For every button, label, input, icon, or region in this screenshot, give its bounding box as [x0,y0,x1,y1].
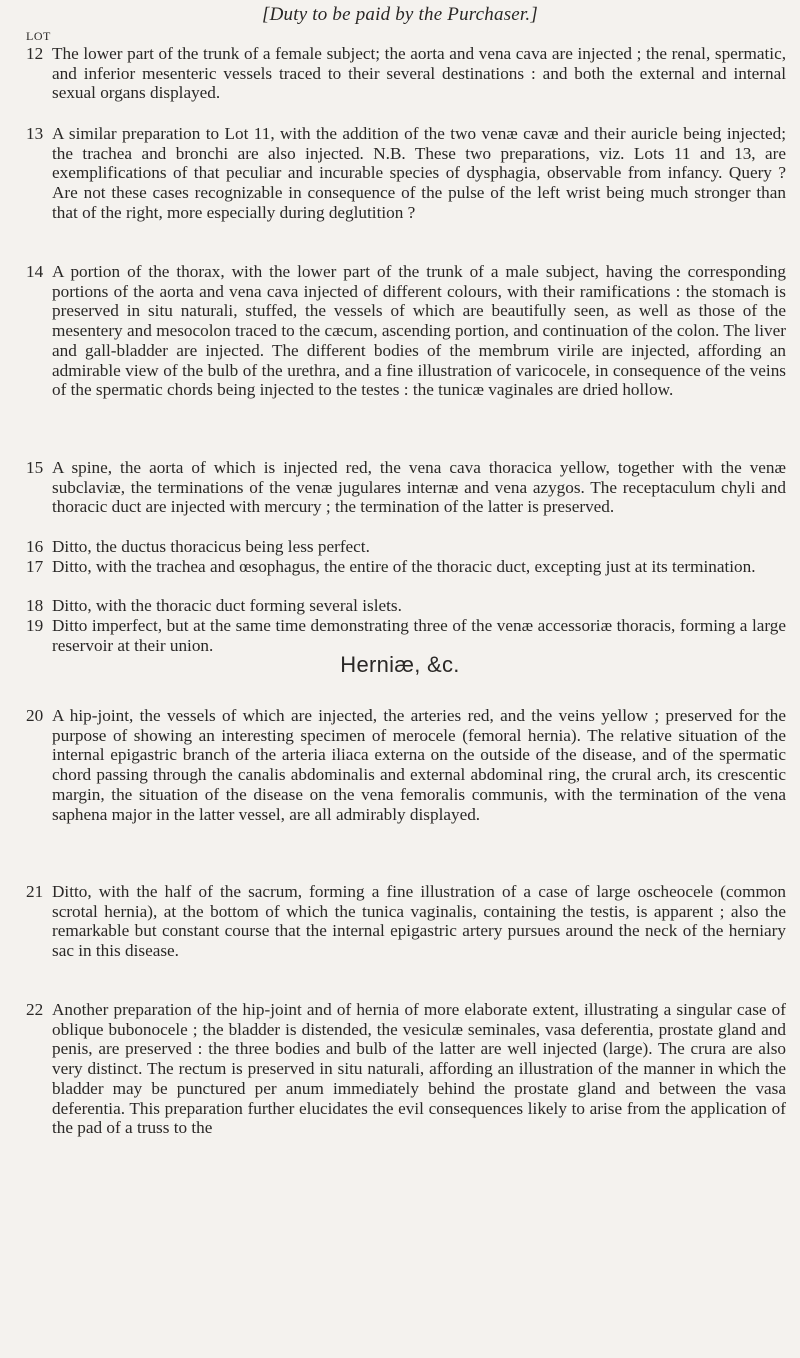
lot-description: Ditto imperfect, but at the same time demonstrating three of the venæ accessoriæ thoracis, forming a large reservoir at their union. [52,616,786,655]
lot-entry [26,616,786,655]
lot-description: A portion of the thorax, with the lower part of the trunk of a male subject, having the corresponding portions of the aorta and vena cava injected of different colours, with their ramifications : the stomach is preserved in situ naturali, stuffed, the vessels of which are beautifully seen, as well as those of the mesentery and mesocolon traced to the cæcum, ascending portion, and continuation of the colon. The liver and gall-bladder are injected. The different bodies of the membrum virile are injected, affording an admirable view of the bulb of the urethra, and a fine illustration of varicocele, in consequence of the veins of the spermatic chords being injected to the testes : the tunicæ vaginales are dried hollow. [52,262,786,400]
lot-entry [26,882,786,961]
lot-number: 20 [26,706,44,725]
lot-number: 16 [26,537,44,556]
lot-number: 19 [26,616,44,635]
running-head: [Duty to be paid by the Purchaser.] [262,4,538,25]
lot-description: The lower part of the trunk of a female subject; the aorta and vena cava are injected ; the renal, spermatic, and inferior mesenteric vessels traced to their several destinations : and both the external and internal sexual organs displayed. [52,44,786,103]
lot-entry [26,1000,786,1138]
lot-number: 14 [26,262,44,281]
lot-entry [26,44,786,103]
lot-number: 18 [26,596,44,615]
section-heading: Herniæ, &c. [340,652,460,677]
lot-entry [26,706,786,824]
lot-number: 22 [26,1000,44,1019]
lot-description: Ditto, with the half of the sacrum, forming a fine illustration of a case of large oscheocele (common scrotal hernia), at the bottom of which the tunica vaginalis, containing the testis, is apparent ; also the remarkable but constant course that the internal epigastric artery pursues around the neck of the herniary sac in this disease. [52,882,786,961]
lot-number: 17 [26,557,44,576]
lot-description: Ditto, with the thoracic duct forming several islets. [52,596,402,615]
lot-entry [26,124,786,223]
lot-number: 21 [26,882,44,901]
lot-entry [26,262,786,400]
lot-description: A similar preparation to Lot 11, with the addition of the two venæ cavæ and their auricle being injected; the trachea and bronchi are also injected. N.B. These two preparations, viz. Lots 11 and 13, are exemplifications of that peculiar and incurable species of dysphagia, observable from infancy. Query ? Are not these cases recognizable in consequence of the pulse of the left wrist being much stronger than that of the right, more especially during deglutition ? [52,124,786,222]
lot-description: A spine, the aorta of which is injected red, the vena cava thoracica yellow, together with the venæ subclaviæ, the terminations of the venæ jugulares internæ and vena azygos. The receptaculum chyli and thoracic duct are injected with mercury ; the termination of the latter is preserved. [52,458,786,517]
lot-entry [26,596,786,616]
lot-description: Another preparation of the hip-joint and of hernia of more elaborate extent, illustrating a singular case of oblique bubonocele ; the bladder is distended, the vesiculæ seminales, vasa deferentia, prostate gland and penis, are preserved : the three bodies and bulb of the latter are well injected (large). The crura are also very distinct. The rectum is preserved in situ naturali, affording an illustration of the manner in which the bladder may be punctured per anum immediately behind the prostate gland and between the vasa deferentia. This preparation further elucidates the evil consequences likely to arise from the application of the pad of a truss to the [52,1000,786,1138]
lot-description: A hip-joint, the vessels of which are injected, the arteries red, and the veins yellow ; preserved for the purpose of showing an interesting specimen of merocele (femoral hernia). The relative situation of the internal epigastric branch of the arteria iliaca externa on the outside of the disease, and of the spermatic chord passing through the canalis abdominalis and external abdominal ring, the crural arch, its crescentic margin, the situation of the disease on the vena femoralis communis, with the termination of the vena saphena major in the latter vessel, are all admirably displayed. [52,706,786,824]
lot-number: 13 [26,124,44,143]
lot-column-label: LOT [26,29,51,43]
lot-description: Ditto, with the trachea and œsophagus, the entire of the thoracic duct, excepting just at its termination. [52,557,756,576]
lot-entry [26,458,786,517]
lot-number: 15 [26,458,44,477]
lot-number: 12 [26,44,44,63]
lot-entry [26,557,786,577]
lot-description: Ditto, the ductus thoracicus being less perfect. [52,537,370,556]
lot-entry [26,537,786,557]
